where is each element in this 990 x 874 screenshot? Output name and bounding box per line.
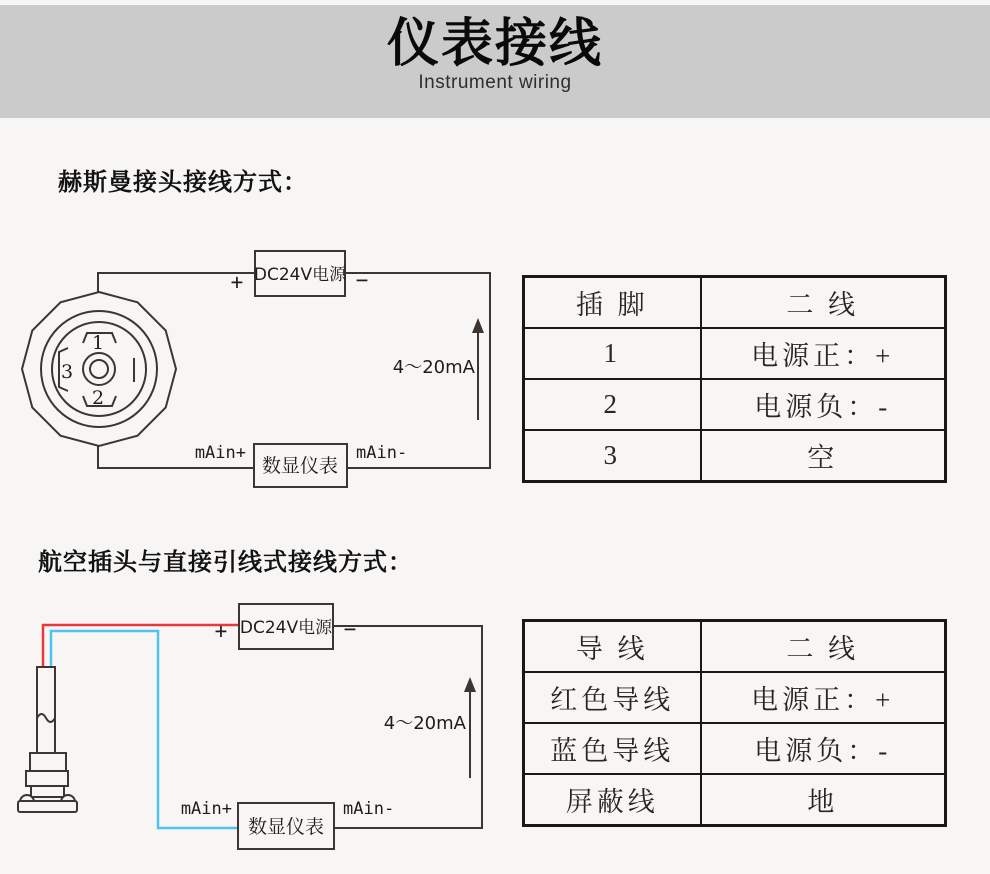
table-header-cell: 导 线 [524, 621, 701, 673]
transmitter-probe [18, 667, 77, 812]
ma-in-plus-label: mAin+ [180, 799, 232, 819]
minus-terminal-label: − [343, 617, 357, 641]
connector-body-dodecagon [22, 292, 176, 446]
hirschmann-wiring-diagram [0, 240, 510, 502]
probe-cable [37, 667, 55, 753]
meter-label: 数显仪表 [261, 455, 339, 477]
pin1-label: 1 [91, 332, 105, 354]
probe-collar [31, 786, 64, 797]
table-cell: 电源正：+ [701, 328, 946, 379]
lead-wire-wiring-diagram [0, 595, 510, 870]
probe-hex-body [26, 771, 68, 786]
table-cell: 电源正：+ [701, 672, 946, 723]
table-cell: 屏蔽线 [524, 774, 701, 826]
ma-in-minus-label: mAin- [356, 443, 408, 463]
table-row [524, 723, 946, 774]
table-cell: 空 [701, 430, 946, 482]
probe-neck [30, 753, 66, 771]
pin-wiring-table [522, 275, 947, 483]
table-cell: 地 [701, 774, 946, 826]
page-subtitle: Instrument wiring [418, 71, 572, 93]
power-supply-label: DC24V电源 [253, 265, 347, 285]
power-supply-label: DC24V电源 [239, 618, 333, 638]
table-cell: 3 [524, 430, 701, 482]
hirschmann-connector [22, 292, 176, 446]
ma-in-plus-label: mAin+ [194, 443, 246, 463]
page-title: 仪表接线 [386, 15, 603, 73]
table-cell: 2 [524, 379, 701, 430]
table-cell: 红色导线 [524, 672, 701, 723]
arrow-up-icon [464, 677, 476, 692]
current-range-label: 4～20mA [392, 357, 475, 378]
meter-label: 数显仪表 [247, 816, 325, 838]
title-band [0, 5, 990, 118]
table-cell: 电源负：- [701, 723, 946, 774]
pin2-label: 2 [91, 387, 105, 409]
table-row [524, 328, 946, 379]
plus-terminal-label: + [230, 270, 244, 294]
ma-in-minus-label: mAin- [343, 799, 395, 819]
minus-terminal-label: − [355, 268, 369, 292]
probe-flange-base [18, 801, 77, 812]
current-range-label: 4～20mA [383, 713, 466, 734]
arrow-up-icon [472, 318, 484, 333]
wire-color-table [522, 619, 947, 827]
table-row [524, 672, 946, 723]
section2-heading: 航空插头与直接引线式接线方式： [38, 549, 413, 576]
table-row [524, 430, 946, 482]
pin3-label: 3 [60, 361, 74, 383]
table-cell: 1 [524, 328, 701, 379]
table-row [524, 379, 946, 430]
table-cell: 电源负：- [701, 379, 946, 430]
table-header-cell: 插 脚 [524, 277, 701, 329]
table-row [524, 621, 946, 673]
table-row [524, 774, 946, 826]
table-header-cell: 二 线 [701, 621, 946, 673]
plus-terminal-label: + [214, 619, 228, 643]
table-row [524, 277, 946, 329]
table-header-cell: 二 线 [701, 277, 946, 329]
section1-heading: 赫斯曼接头接线方式： [58, 169, 308, 196]
table-cell: 蓝色导线 [524, 723, 701, 774]
